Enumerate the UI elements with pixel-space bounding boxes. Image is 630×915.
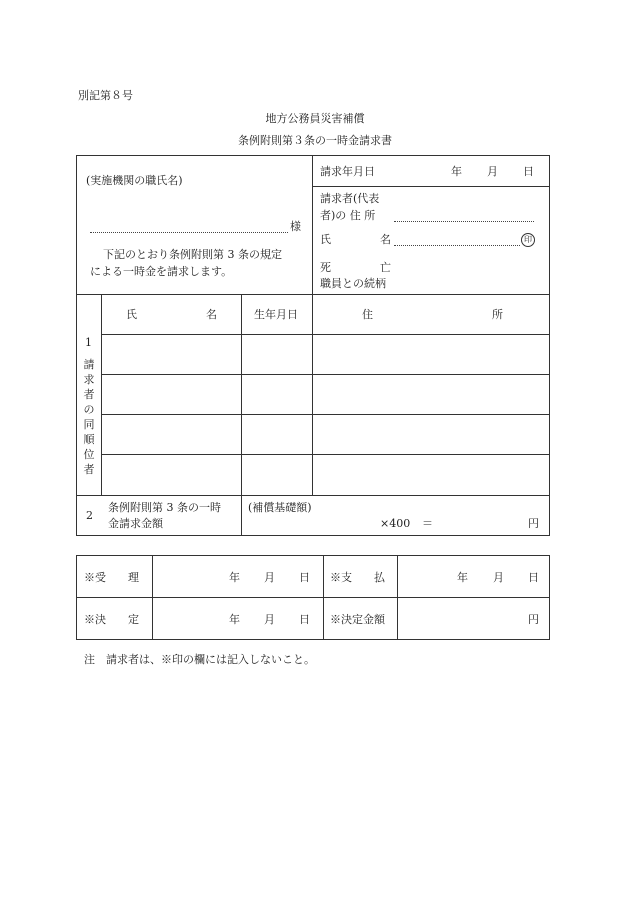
header-name-right: 名	[206, 308, 217, 321]
request-date-day: 日	[523, 165, 534, 178]
claimant-label-line1: 請求者(代表	[320, 192, 380, 205]
section1-number: 1	[85, 336, 92, 349]
section1-row-divider-2	[101, 414, 550, 415]
office-use-col-3	[397, 555, 398, 640]
office-use-row-divider	[76, 597, 550, 598]
agency-label: (実施機関の職氏名)	[86, 174, 183, 187]
section1-row-divider-3	[101, 454, 550, 455]
form-title-line1: 地方公務員災害補償	[265, 112, 365, 125]
section2-label-line2: 金請求金額	[108, 517, 163, 530]
section1-vertical-label: 請 求 者 の 同 順 位 者	[83, 358, 95, 476]
decision-month: 月	[264, 613, 275, 626]
request-text-line1: 下記のとおり条例附則第 3 条の規定	[103, 248, 282, 261]
claimant-name-right: 名	[380, 233, 391, 246]
section2-number: 2	[86, 509, 93, 522]
request-date-label: 請求年月日	[320, 165, 375, 178]
compensation-basis-label: (補償基礎額)	[248, 501, 312, 514]
header-birthdate: 生年月日	[254, 308, 298, 321]
section2-top-border	[76, 495, 550, 496]
payment-year: 年	[457, 571, 468, 584]
deceased-left: 死	[320, 261, 331, 274]
relation-label: 職員との続柄	[320, 277, 386, 290]
receipt-label: ※受 理	[84, 571, 139, 584]
claimant-label-line2: 者)の 住 所	[320, 209, 376, 222]
agency-field-line[interactable]	[90, 232, 288, 233]
claimant-name-left: 氏	[320, 233, 331, 246]
form-number: 別記第８号	[78, 89, 133, 102]
equals-sign: ＝	[422, 517, 433, 530]
decision-year: 年	[229, 613, 240, 626]
header-address-left: 住	[362, 308, 373, 321]
section1-left-column-border	[101, 294, 102, 495]
payment-month: 月	[493, 571, 504, 584]
header-address-right: 所	[492, 308, 503, 321]
payment-day: 日	[528, 571, 539, 584]
section1-address-left-border	[312, 294, 313, 495]
office-use-col-1	[152, 555, 153, 640]
section2-divider	[241, 495, 242, 536]
date-row-divider	[312, 186, 550, 187]
office-use-col-2	[323, 555, 324, 640]
decision-label: ※決 定	[84, 613, 139, 626]
section1-birthdate-left-border	[241, 294, 242, 495]
section1-row-divider-1	[101, 374, 550, 375]
payment-label: ※支 払	[330, 571, 385, 584]
multiplier-label: ×400	[380, 517, 411, 530]
section2-label-line1: 条例附則第 3 条の一時	[108, 501, 221, 514]
section1-top-border	[76, 294, 550, 295]
decision-day: 日	[299, 613, 310, 626]
receipt-day: 日	[299, 571, 310, 584]
deceased-right: 亡	[380, 261, 391, 274]
request-text-line2: による一時金を請求します。	[90, 265, 233, 278]
decision-amount-yen: 円	[528, 613, 539, 626]
decision-amount-label: ※決定金額	[330, 613, 385, 626]
sama-label: 様	[290, 220, 301, 233]
request-date-year: 年	[451, 165, 462, 178]
footnote: 注 請求者は、※印の欄には記入しないこと。	[84, 653, 315, 666]
main-form-table	[76, 155, 550, 536]
section1-header-bottom	[101, 334, 550, 335]
header-name-left: 氏	[126, 308, 137, 321]
receipt-year: 年	[229, 571, 240, 584]
request-date-month: 月	[487, 165, 498, 178]
form-title-line2: 条例附則第３条の一時金請求書	[238, 134, 392, 147]
section2-yen: 円	[528, 517, 539, 530]
claimant-name-line[interactable]	[394, 245, 520, 246]
top-divider	[312, 155, 313, 294]
claimant-address-line[interactable]	[394, 221, 534, 222]
receipt-month: 月	[264, 571, 275, 584]
seal-icon: 印	[521, 233, 535, 247]
